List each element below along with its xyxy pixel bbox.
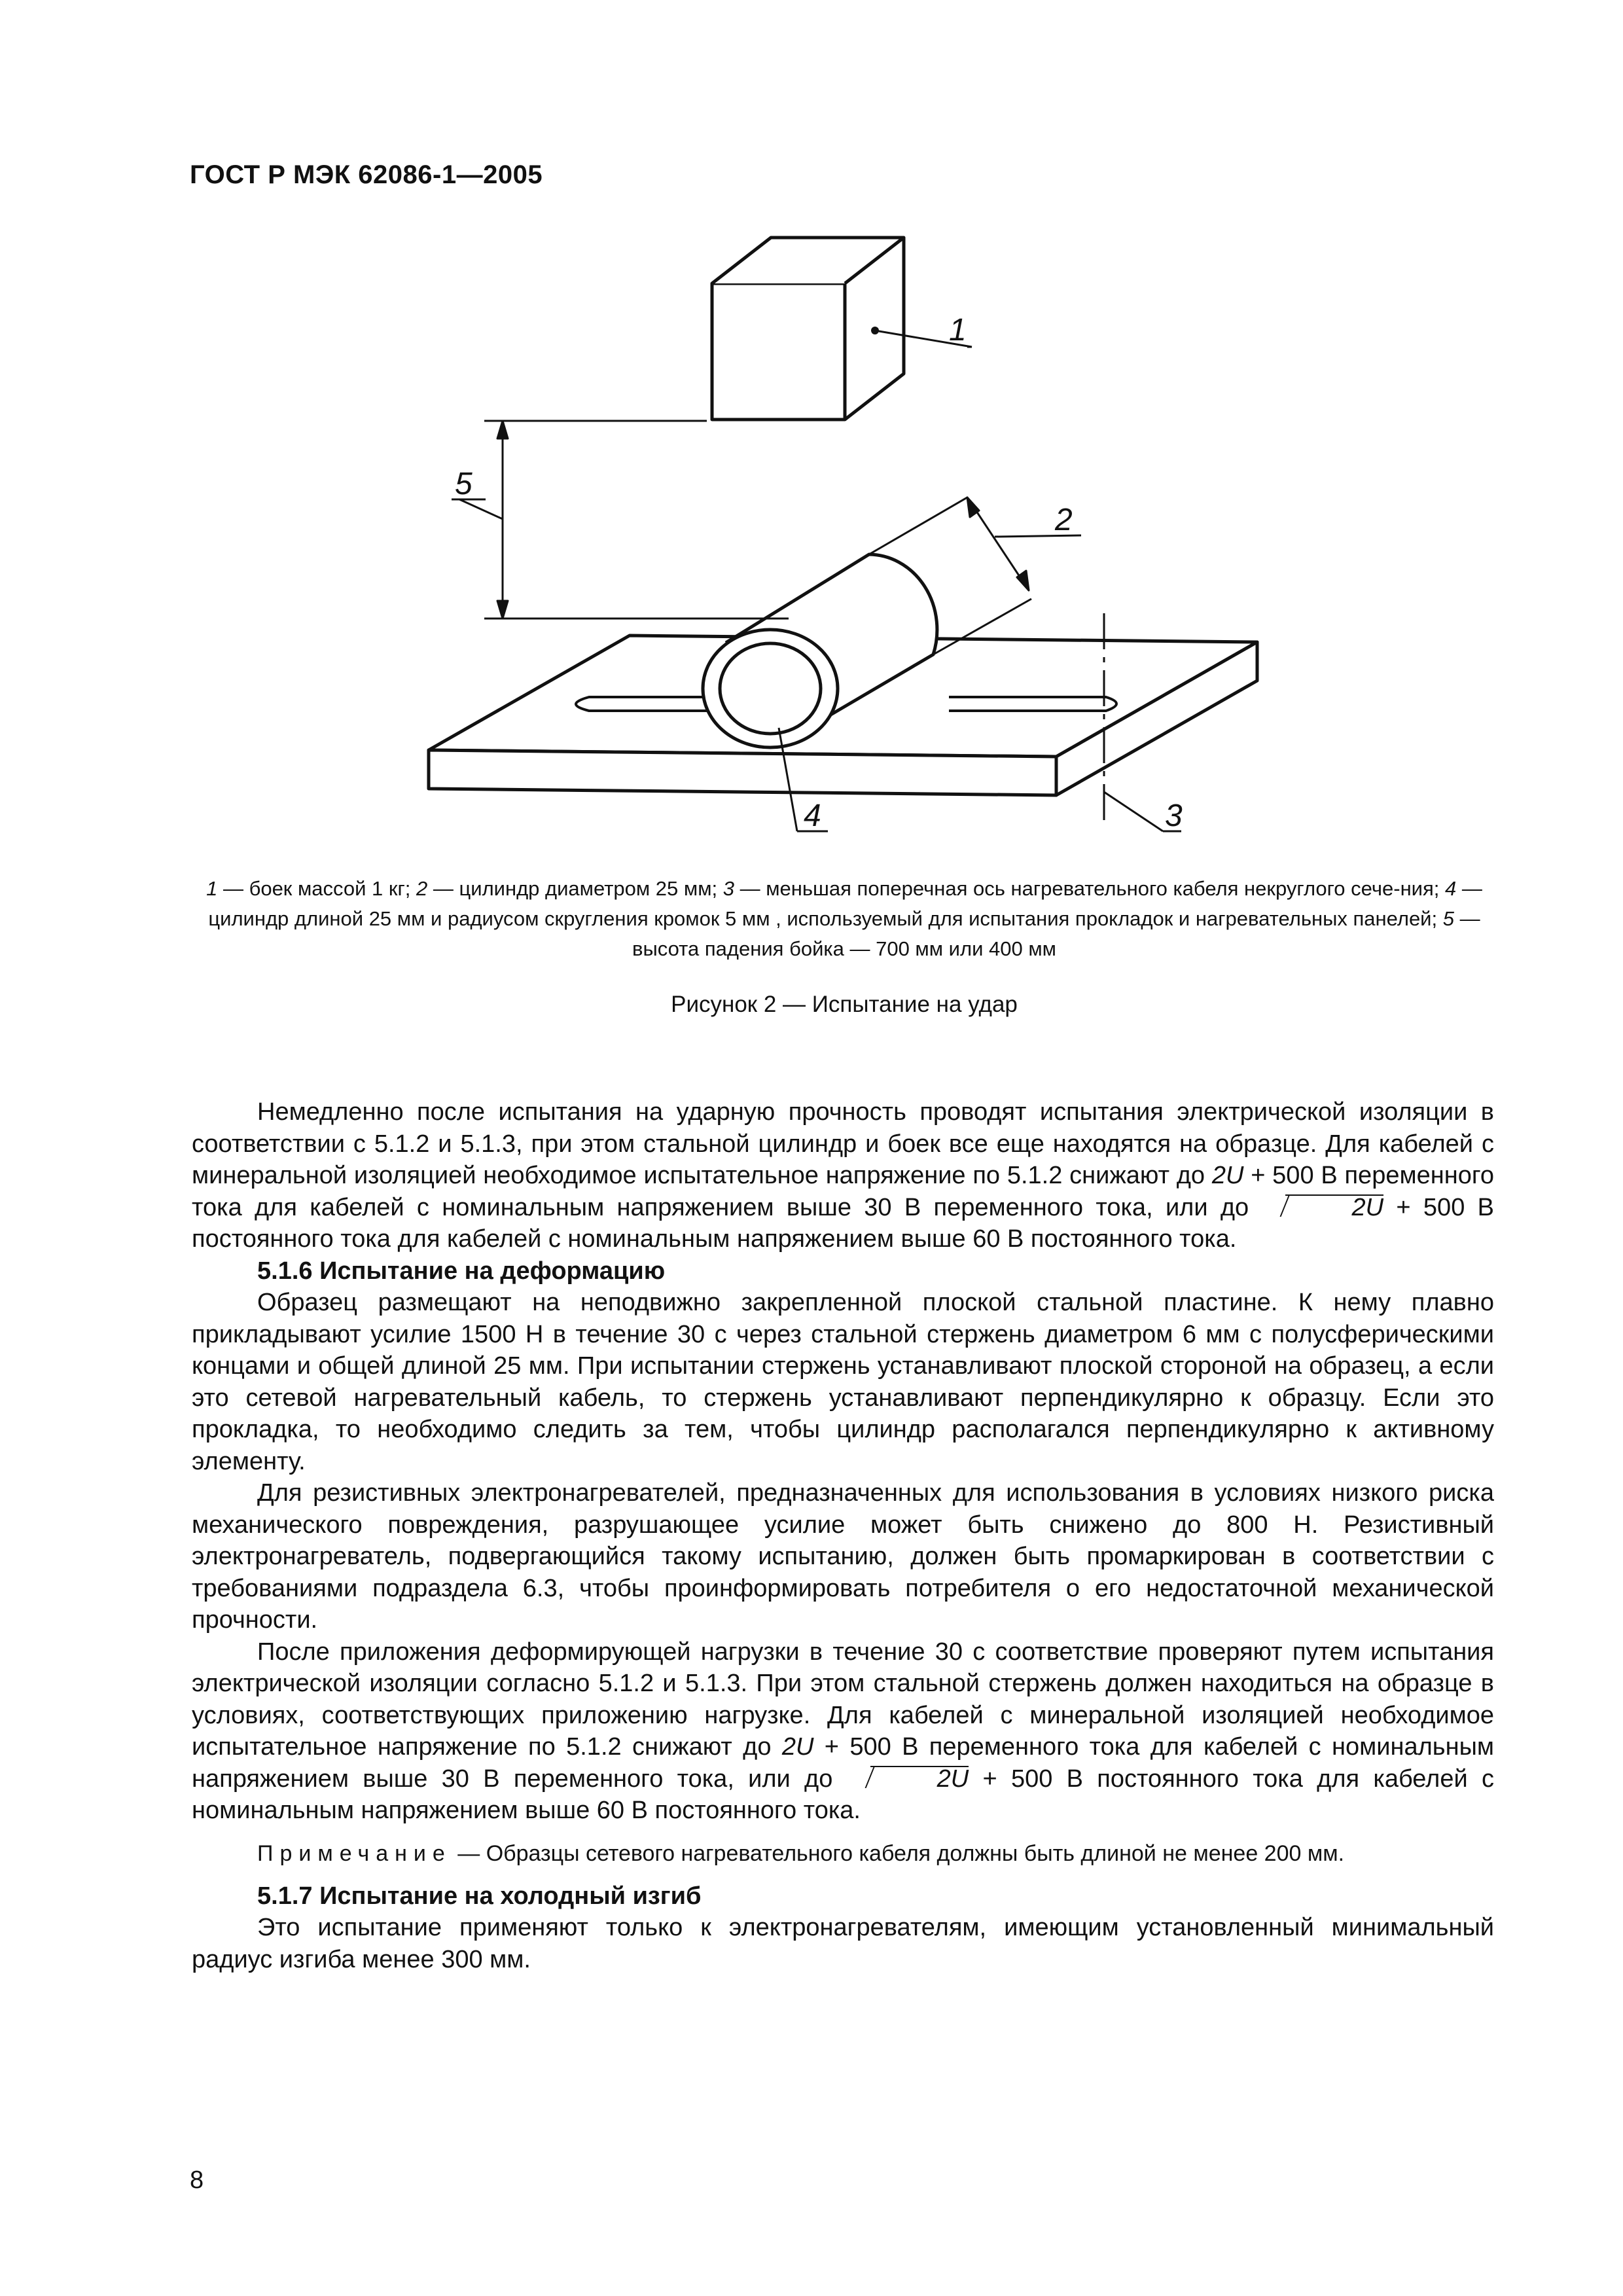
callout-dot (871, 327, 879, 334)
section-heading-517: 5.1.7 Испытание на холодный изгиб (257, 1882, 702, 1910)
document-header: ГОСТ Р МЭК 62086-1—2005 (190, 160, 543, 189)
note (192, 1839, 1494, 1869)
legend-text: — цилиндр длиной 25 мм и радиусом скругления кромок 5 мм , используемый для испытания прокладок и нагревательных панелей; (208, 877, 1482, 930)
callout-1-label: 1 (949, 313, 967, 348)
figure-legend (196, 874, 1492, 964)
callout-3-label: 3 (1165, 798, 1183, 833)
callout-4-label: 4 (804, 798, 821, 833)
text-run: После приложения деформирующей нагрузки в течение 30 с соответствие проверяют путем испытания электрической изоляции согласно 5.1.2 и 5.1.3. При этом стальной стержень должен находиться на образце в условиях, соответствующих приложению нагрузке. Для кабелей с минеральной изоляцией необходимое испытательное напряжение по 5.1.2 снижают до (192, 1638, 1494, 1761)
text-run: + 500 В постоянного тока для кабелей с номинальным напряжением выше 60 В постоянного тока. (192, 1765, 1494, 1824)
paragraph-intro (192, 1096, 1494, 1255)
paragraph: Образец размещают на неподвижно закрепленной плоской стальной пластине. К нему плавно прикладывают усилие 1500 Н в течение 30 с через стальной стержень диаметром 6 мм с полусферическими концами и общей длиной 25 мм. При испытании стержень устанавливают плоской стороной на образец, а если это сетевой нагревательный кабель, то стержень устанавливают перпендикулярно к образцу. Если это прокладка, то необходимо следить за тем, чтобы цилиндр располагался перпендикулярно к активному элементу. (192, 1289, 1494, 1475)
legend-text: — меньшая поперечная ось нагревательного кабеля некруглого сече-ния; (734, 877, 1446, 900)
legend-num: 5 (1442, 907, 1454, 930)
figure-caption: Рисунок 2 — Испытание на удар (671, 992, 1018, 1017)
formula-2u: 2U (781, 1733, 814, 1761)
formula-sqrt-2u: 2U (1275, 1192, 1384, 1224)
paragraph: Это испытание применяют только к электронагревателям, имеющим установленный минимальный радиус изгиба менее 300 мм. (192, 1914, 1494, 1973)
callout-2-label: 2 (1055, 503, 1073, 537)
impact-test-figure (406, 223, 1322, 851)
note-text: — Образцы сетевого нагревательного кабеля должны быть длиной не менее 200 мм. (451, 1840, 1345, 1866)
main-text (192, 1096, 1494, 1975)
formula-2u: 2U (1211, 1162, 1244, 1189)
legend-text: — высота падения бойка — 700 мм или 400 мм (632, 907, 1480, 960)
text-run: + 500 В переменного тока для кабелей с номинальным напряжением выше 30 В переменного тока, или до (192, 1162, 1494, 1221)
legend-num: 1 (206, 877, 218, 900)
drop-height-dimension (484, 421, 789, 619)
text-run: + 500 В постоянного тока для кабелей с номинальным напряжением выше 60 В постоянного тока. (192, 1193, 1494, 1253)
section-heading-516: 5.1.6 Испытание на деформацию (257, 1257, 666, 1285)
formula-sqrt-2u: 2U (860, 1763, 969, 1795)
paragraph (192, 1636, 1494, 1827)
page-number: 8 (190, 2166, 204, 2194)
legend-text: — цилиндр диаметром 25 мм; (427, 877, 723, 900)
legend-num: 3 (722, 877, 734, 900)
legend-num: 2 (416, 877, 428, 900)
legend-text: — боек массой 1 кг; (217, 877, 417, 900)
callout-5-label: 5 (455, 467, 473, 501)
legend-num: 4 (1445, 877, 1457, 900)
text-run: + 500 В переменного тока для кабелей с номинальным напряжением выше 30 В переменного тока, или до (192, 1733, 1494, 1793)
note-label: Примечание (257, 1840, 452, 1866)
paragraph: Для резистивных электронагревателей, предназначенных для использования в условиях низкого риска механического повреждения, разрушающее усилие может быть снижено до 800 Н. Резистивный электронагреватель, подвергающийся такому испытанию, должен быть промаркирован в соответствии с требованиями подраздела 6.3, чтобы проинформировать потребителя о его недостаточной механической прочности. (192, 1479, 1494, 1634)
text-run: Немедленно после испытания на ударную прочность проводят испытания электрической изоляции в соответствии с 5.1.2 и 5.1.3, при этом стальной цилиндр и боек все еще находятся на образце. Для кабелей с минеральной изоляцией необходимое испытательное напряжение по 5.1.2 снижают до (192, 1098, 1494, 1189)
